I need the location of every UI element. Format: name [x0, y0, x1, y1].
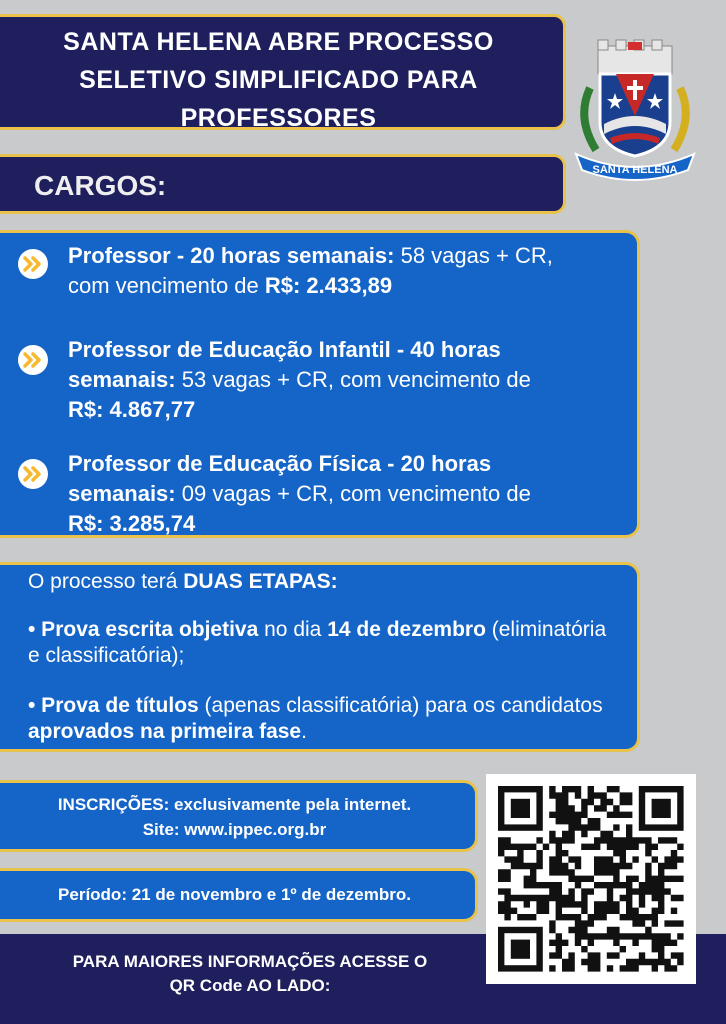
inscricoes-site[interactable]: Site: www.ippec.org.br: [142, 820, 327, 839]
cargo-title: Professor - 20 horas semanais:: [68, 243, 395, 268]
cargo-item: [68, 449, 568, 539]
etapas-intro-text: O processo terá: [28, 570, 184, 593]
etapa-1-text: no dia: [258, 618, 328, 641]
cargo-title: Professor de Educação Física - 20 horas semanais:: [68, 451, 492, 506]
cargos-list: [0, 230, 640, 538]
etapa-item-1: [28, 617, 617, 669]
chevron-icon: [18, 345, 48, 375]
etapa-2-text: (apenas classificatória) para os candidatos: [198, 694, 603, 717]
cargo-salary: R$: 4.867,77: [68, 397, 196, 422]
etapa-2-end: .: [301, 720, 307, 743]
etapa-1-title: • Prova escrita objetiva: [28, 618, 259, 641]
etapas-box: [0, 562, 640, 752]
title-line-2: SELETIVO SIMPLIFICADO PARA: [79, 66, 478, 94]
inscricoes-line-1: INSCRIÇÕES: exclusivamente pela internet.: [57, 795, 412, 814]
cargo-item: [68, 335, 568, 425]
cargo-details: 53 vagas + CR, com vencimento de: [175, 367, 531, 392]
title-line-3: PROFESSORES: [180, 104, 377, 132]
periodo-box: Período: 21 de novembro e 1º de dezembro.: [0, 868, 478, 922]
title-banner: [0, 14, 566, 130]
etapa-2-title: • Prova de títulos: [28, 694, 199, 717]
etapa-2-bold: aprovados na primeira fase: [28, 720, 302, 743]
etapa-1-rest: (eliminatória e classificatória);: [28, 618, 607, 667]
footer-line-1: PARA MAIORES INFORMAÇÕES ACESSE O: [72, 952, 428, 971]
inscricoes-box: [0, 780, 478, 852]
chevron-icon: [18, 459, 48, 489]
cargo-details: 58 vagas + CR, com vencimento de: [68, 243, 553, 298]
qr-code-icon: [486, 774, 696, 984]
logo-banner-text: SANTA HELENA: [592, 164, 678, 176]
chevron-icon: [18, 249, 48, 279]
coat-of-arms-icon: [570, 38, 700, 188]
etapas-intro-bold: DUAS ETAPAS:: [183, 570, 338, 593]
cargos-heading: CARGOS:: [0, 154, 566, 214]
cargo-details: 09 vagas + CR, com vencimento de: [175, 481, 531, 506]
cargo-salary: R$: 3.285,74: [68, 511, 196, 536]
footer-line-2: QR Code AO LADO:: [169, 976, 331, 995]
qr-code[interactable]: [486, 774, 696, 984]
santa-helena-logo: [570, 38, 700, 188]
cargo-salary: R$: 2.433,89: [264, 273, 393, 298]
cargo-title: Professor de Educação Infantil - 40 horas semanais:: [68, 337, 501, 392]
etapas-intro: [28, 569, 617, 595]
cargo-item: [68, 241, 568, 301]
etapa-item-2: [28, 693, 617, 745]
etapa-1-date: 14 de dezembro: [327, 618, 486, 641]
title-line-1: SANTA HELENA ABRE PROCESSO: [63, 28, 494, 56]
